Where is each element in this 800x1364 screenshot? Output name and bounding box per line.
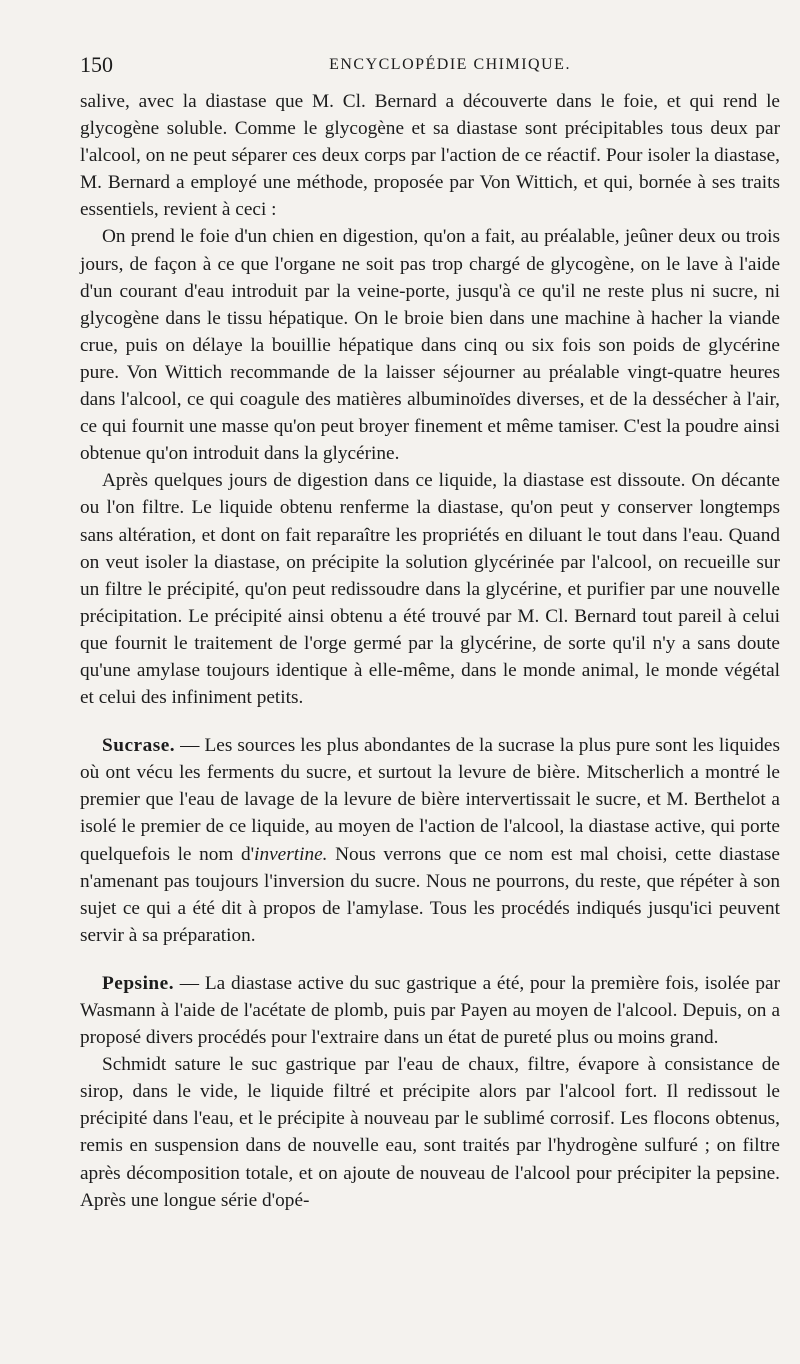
paragraph-liver-method: On prend le foie d'un chien en digestion, qu'on a fait, au préalable, jeûner deux ou trois jours, de façon à ce que l'organe ne soit pas trop chargé de glycogène, on le lave à l'aide d'un courant d'eau introduit par la veine-porte, jusqu'à ce qu'il ne reste plus ni sucre, ni glycogène dans le tissu hépatique. On le broie bien dans une machine à hacher la viande crue, puis on délaye la bouillie hépatique dans cinq ou six fois son poids de glycérine pure. Von Wittich recommande de la laisser séjourner au préalable vingt-quatre heures dans l'alcool, ce qui coagule des matières albuminoïdes diverses, et de la dessécher à l'air, ce qui fournit une masse qu'on peut broyer finement et même tamiser. C'est la poudre ainsi obtenue qu'on introduit dans la glycérine. <box>80 226 780 465</box>
paragraph-digestion: Après quelques jours de digestion dans ce liquide, la diastase est dissoute. On décante ou l'on filtre. Le liquide obtenu renferme la diastase, qu'on peut y conserver longtemps sans altération, et dont on fait reparaître les propriétés en diluant le tout dans l'eau. Quand on veut isoler la diastase, on précipite la solution glycérinée par l'alcool, on recueille sur un filtre le précipité, qu'on peut redissoudre dans la glycérine, et purifier par une nouvelle précipitation. Le précipité ainsi obtenu a été trouvé par M. Cl. Bernard tout pareil à celui que fournit le traitement de l'orge germé par la glycérine, de sorte qu'il n'y a sans doute qu'une amylase toujours identique à elle-même, dans le monde animal, le monde végétal et celui des infiniment petits. <box>80 470 780 709</box>
running-head <box>80 52 780 82</box>
section-heading-sucrase: Sucrase. <box>102 735 176 757</box>
running-title: ENCYCLOPÉDIE CHIMIQUE. <box>329 56 571 73</box>
page-number: 150 <box>80 52 113 77</box>
section-sucrase <box>80 732 780 949</box>
sucrase-italic-term: invertine. <box>254 843 328 865</box>
section-pepsine <box>80 970 780 1051</box>
sucrase-text-a: — Les sources les plus abondantes de la sucrase la plus pure sont les liquides où ont vécu les ferments du sucre, et surtout la levure de bière. Mitscherlich a montré le premier que l'eau de lavage de la levure de bière intervertissait le sucre, et M. Berthelot a isolé le premier de ce liquide, au moyen de l'action de l'alcool, la diastase active, qui porte quelquefois le nom d' <box>80 735 780 865</box>
section-heading-pepsine: Pepsine. <box>102 972 175 994</box>
sucrase-text-b: Nous verrons que ce nom est mal choisi, cette diastase n'amenant pas toujours l'inversion du sucre. Nous ne pourrons, du reste, que répéter à son sujet ce qui a été dit à propos de l'amylase. Tous les procédés indiqués jusqu'ici peuvent servir à sa préparation. <box>80 843 780 946</box>
section-gap <box>80 949 780 970</box>
paragraph-diastase-intro: salive, avec la diastase que M. Cl. Bernard a découverte dans le foie, et qui rend le glycogène soluble. Comme le glycogène et sa diastase sont précipitables tous deux par l'alcool, on ne peut séparer ces deux corps par l'action de ce réactif. Pour isoler la diastase, M. Bernard a employé une méthode, proposée par Von Wittich, et qui, bornée à ses traits essentiels, revient à ceci : <box>80 91 780 221</box>
pepsine-text: — La diastase active du suc gastrique a été, pour la première fois, isolée par Wasmann à l'aide de l'acétate de plomb, puis par Payen au moyen de l'alcool. Depuis, on a proposé divers procédés pour l'extraire dans un état de pureté plus ou moins grand. <box>80 972 780 1049</box>
paragraph-schmidt: Schmidt sature le suc gastrique par l'eau de chaux, filtre, évapore à consistance de sirop, dans le vide, le liquide filtré et précipite alors par l'alcool fort. Il redissout le précipité dans l'eau, et le précipite à nouveau par le sublimé corrosif. Les flocons obtenus, remis en suspension dans de nouvelle eau, sont traités par l'hydrogène sulfuré ; on filtre après décomposition totale, et on ajoute de nouveau de l'alcool pour précipiter la pepsine. Après une longue série d'opé- <box>80 1054 780 1211</box>
section-gap <box>80 711 780 732</box>
